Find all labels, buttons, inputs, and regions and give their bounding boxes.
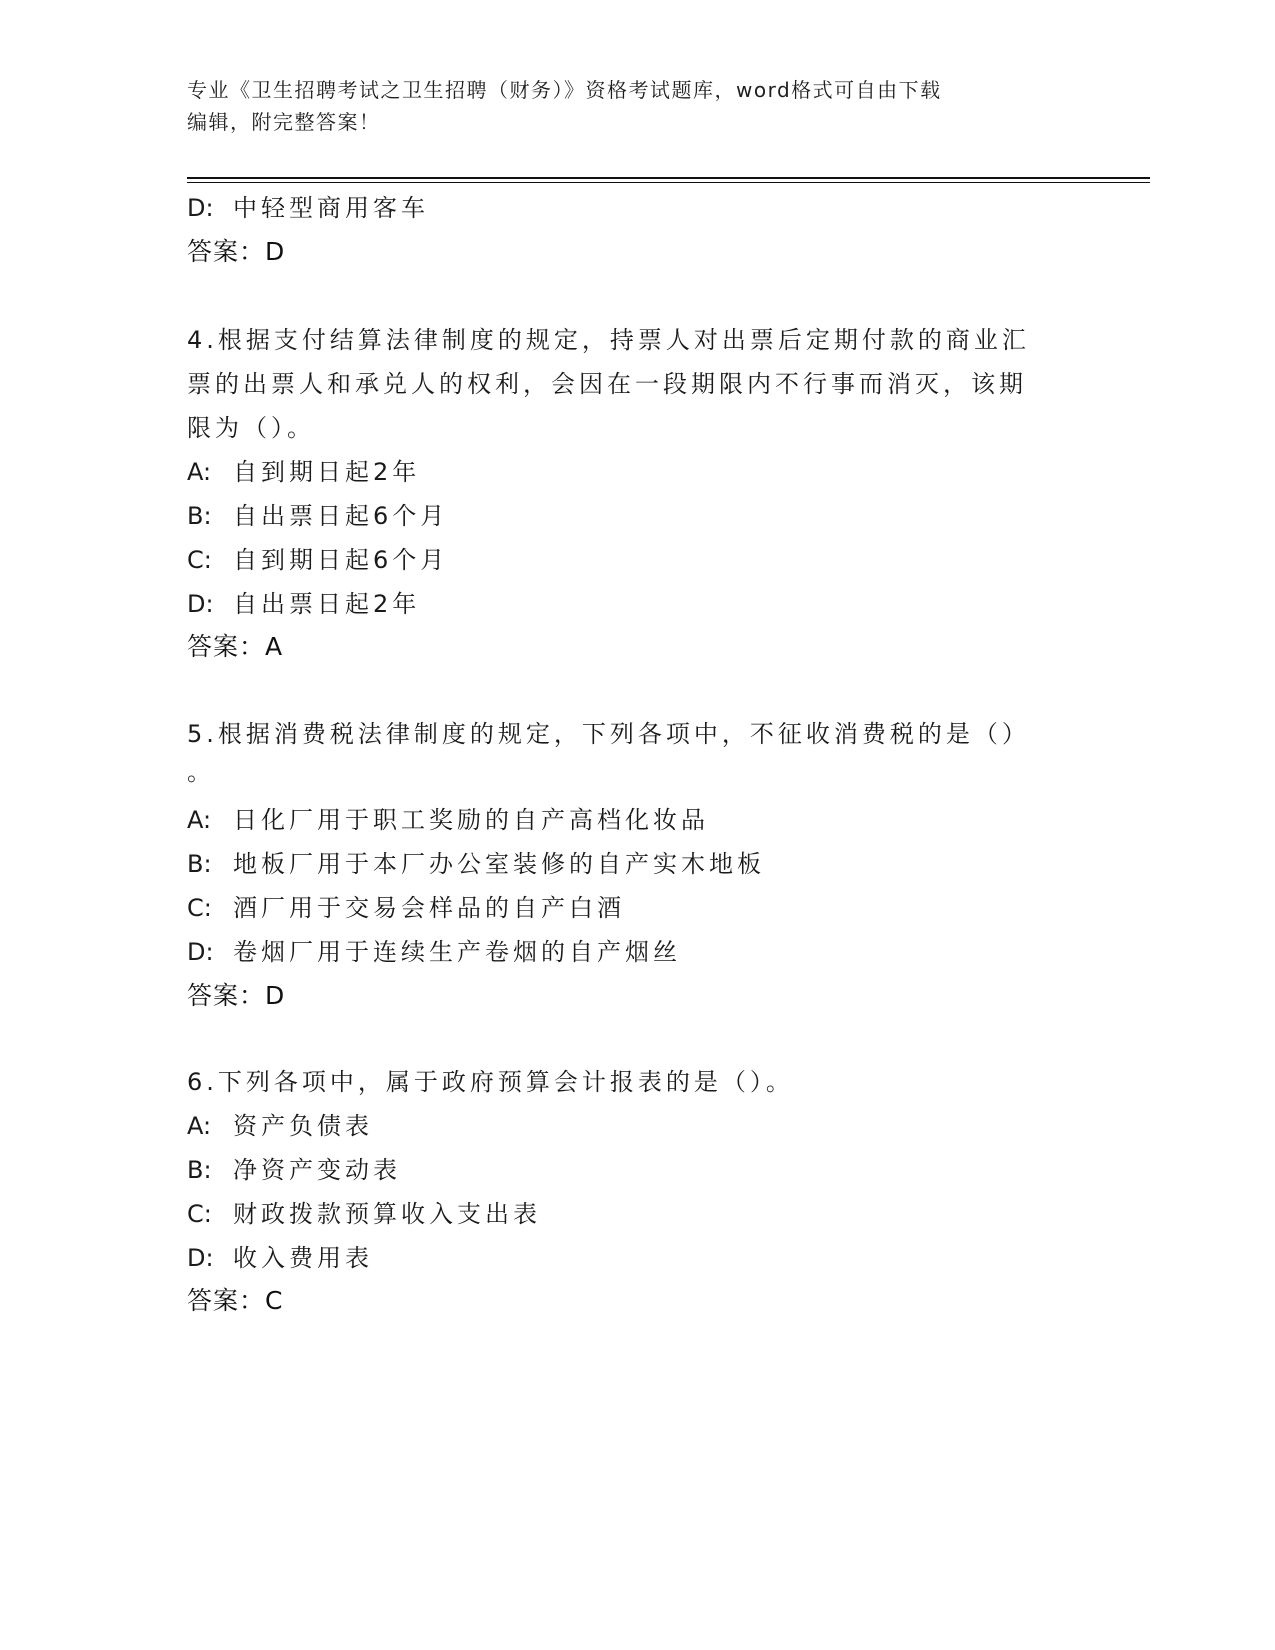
q4-stem-line-2: 票的出票人和承兑人的权利，会因在一段期限内不行事而消灭，该期 <box>187 370 1027 398</box>
option-key: A: <box>187 458 212 486</box>
header-divider-thick <box>187 177 1150 179</box>
header-divider-thin <box>187 182 1150 183</box>
page-header <box>187 74 1067 138</box>
option-text: 自到期日起6个月 <box>233 546 449 574</box>
q6-stem-line-1: 6.下列各项中，属于政府预算会计报表的是（）。 <box>187 1068 794 1096</box>
option-text: 地板厂用于本厂办公室装修的自产实木地板 <box>233 850 765 878</box>
q6-option-a <box>187 1106 373 1141</box>
option-text: 中轻型商用客车 <box>233 194 429 222</box>
q4-stem-line-3: 限为（）。 <box>187 414 315 442</box>
option-text: 自出票日起2年 <box>233 590 421 618</box>
option-key: D: <box>187 194 214 222</box>
option-key: C: <box>187 546 212 574</box>
option-text: 酒厂用于交易会样品的自产白酒 <box>233 894 625 922</box>
q5-option-c <box>187 888 625 923</box>
option-key: C: <box>187 1200 212 1228</box>
option-key: A: <box>187 806 212 834</box>
q6-option-c <box>187 1194 541 1229</box>
q4-stem-line-1: 4.根据支付结算法律制度的规定，持票人对出票后定期付款的商业汇 <box>187 326 1030 354</box>
header-line-1: 专业《卫生招聘考试之卫生招聘（财务）》资格考试题库，word格式可自由下载 <box>187 78 942 102</box>
q4-option-b <box>187 496 448 531</box>
q5-option-d <box>187 932 681 967</box>
q6-option-b <box>187 1150 401 1185</box>
q5-stem-line-1: 5.根据消费税法律制度的规定，下列各项中，不征收消费税的是（） <box>187 720 1030 748</box>
option-key: D: <box>187 1244 214 1272</box>
q5-option-a <box>187 800 709 835</box>
header-line-2: 编辑，附完整答案！ <box>187 110 381 134</box>
option-key: B: <box>187 850 212 878</box>
q3-option-d <box>187 188 429 223</box>
q5-answer: 答案：D <box>187 981 286 1010</box>
option-key: D: <box>187 590 214 618</box>
option-key: A: <box>187 1112 212 1140</box>
q4-answer: 答案：A <box>187 632 284 661</box>
option-text: 自到期日起2年 <box>233 458 421 486</box>
q4-option-c <box>187 540 448 575</box>
option-key: C: <box>187 894 212 922</box>
q3-answer: 答案：D <box>187 237 286 266</box>
option-key: B: <box>187 502 212 530</box>
q5-option-b <box>187 844 765 879</box>
option-key: B: <box>187 1156 212 1184</box>
q6-option-d <box>187 1238 373 1273</box>
option-text: 收入费用表 <box>233 1244 373 1272</box>
option-text: 日化厂用于职工奖励的自产高档化妆品 <box>233 806 709 834</box>
q6-answer: 答案：C <box>187 1286 284 1315</box>
option-text: 财政拨款预算收入支出表 <box>233 1200 541 1228</box>
q5-stem-line-2: 。 <box>187 758 215 786</box>
option-text: 自出票日起6个月 <box>233 502 449 530</box>
option-key: D: <box>187 938 214 966</box>
option-text: 卷烟厂用于连续生产卷烟的自产烟丝 <box>233 938 681 966</box>
option-text: 净资产变动表 <box>233 1156 401 1184</box>
option-text: 资产负债表 <box>233 1112 373 1140</box>
q4-option-a <box>187 452 420 487</box>
q4-option-d <box>187 584 420 619</box>
